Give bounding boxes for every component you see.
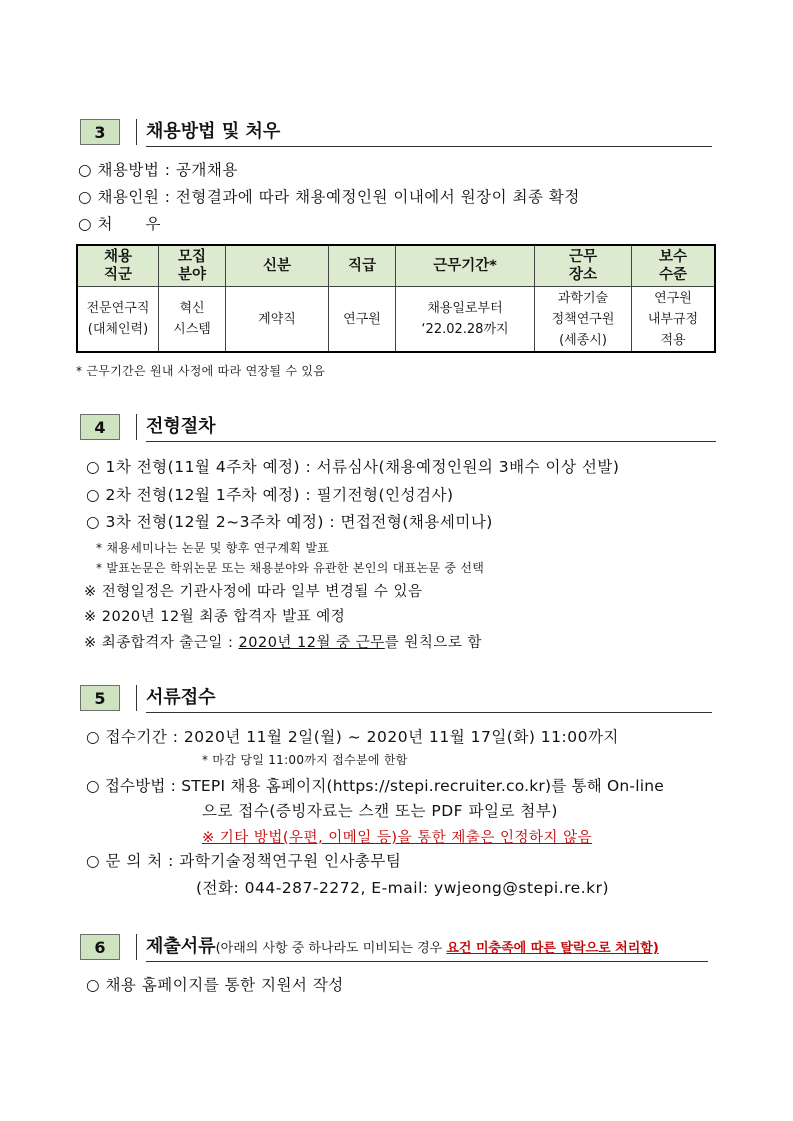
s3-footnote: * 근무기간은 원내 사정에 따라 연장될 수 있음 [76,364,326,378]
s5-period: ○ 접수기간 : 2020년 11월 2일(월) ~ 2020년 11월 17일(화) 11:00까지 [86,728,619,746]
section-4-underline [146,441,716,442]
section-5-underline [146,712,712,713]
s3-item-3: ○ 처 우 [78,215,161,233]
td-salary: 연구원 내부규정 적용 [632,287,716,353]
s4-remark-3 [84,631,482,652]
section-5-number: 5 [80,685,120,711]
s3-item-1: ○ 채용방법 : 공개채용 [78,161,238,179]
s4-note-2: * 발표논문은 학위논문 또는 채용분야와 유관한 본인의 대표논문 중 선택 [96,561,485,575]
th-location: 근무 장소 [535,245,632,287]
section-3-underline [146,146,712,147]
section-6-title-note: (아래의 사항 중 하나라도 미비되는 경우 [215,941,447,956]
section-6-divider [136,934,137,960]
th-period: 근무기간* [396,245,535,287]
section-6-title-note-red: 요건 미충족에 따른 탈락으로 처리함) [446,941,659,956]
section-5-title: 서류접수 [146,687,216,708]
section-4-title: 전형절차 [146,416,216,437]
section-6-number: 6 [80,934,120,960]
s5-contact-2: (전화: 044-287-2272, E-mail: ywjeong@stepi.re.kr) [196,879,610,897]
td-status: 계약직 [226,287,329,353]
td-field: 혁신 시스템 [159,287,226,353]
section-6-title [146,934,659,962]
s4-remark-3-underlined: 2020년 12월 중 근무 [238,635,385,651]
section-3-title: 채용방법 및 처우 [146,121,281,142]
s4-remark-3-pre: ※ 최종합격자 출근일 : [84,635,239,651]
s5-method-1: ○ 접수방법 : STEPI 채용 홈페이지(https://stepi.recruiter.co.kr)를 통해 On-line [86,777,664,795]
section-6-title-text: 제출서류 [146,936,216,957]
th-rank: 직급 [329,245,396,287]
s5-method-warning: ※ 기타 방법(우편, 이메일 등)을 통한 제출은 인정하지 않음 [202,830,593,846]
s5-method-2: 으로 접수(증빙자료는 스캔 또는 PDF 파일로 첨부) [202,802,558,820]
td-rank: 연구원 [329,287,396,353]
s4-remark-1: ※ 전형일정은 기관사정에 따라 일부 변경될 수 있음 [84,584,423,600]
s5-contact-1: ○ 문 의 처 : 과학기술정책연구원 인사총무팀 [86,852,402,870]
s6-item: ○ 채용 홈페이지를 통한 지원서 작성 [86,976,344,994]
section-4-divider [136,414,137,440]
s4-remark-2: ※ 2020년 12월 최종 합격자 발표 예정 [84,609,346,625]
td-location: 과학기술 정책연구원 (세종시) [535,287,632,353]
th-job-group: 채용 직군 [77,245,159,287]
td-job-group: 전문연구직 (대체인력) [77,287,159,353]
s4-note-1: * 채용세미나는 논문 및 향후 연구계획 발표 [96,541,330,555]
section-3-number: 3 [80,119,120,145]
section-5-divider [136,685,137,711]
s4-remark-3-post: 를 원칙으로 함 [384,635,483,651]
s3-item-2: ○ 채용인원 : 전형결과에 따라 채용예정인원 이내에서 원장이 최종 확정 [78,188,580,206]
th-status: 신분 [226,245,329,287]
s4-item-3: ○ 3차 전형(12월 2~3주차 예정) : 면접전형(채용세미나) [86,513,493,531]
section-6-underline [146,961,708,962]
section-3-divider [136,119,137,145]
s5-period-note: * 마감 당일 11:00까지 접수분에 한함 [202,753,408,767]
conditions-table [76,244,716,353]
s4-item-2: ○ 2차 전형(12월 1주차 예정) : 필기전형(인성검사) [86,486,454,504]
td-period: 채용일로부터 ‘22.02.28까지 [396,287,535,353]
s4-item-1: ○ 1차 전형(11월 4주차 예정) : 서류심사(채용예정인원의 3배수 이상 선발) [86,458,620,476]
section-4-number: 4 [80,414,120,440]
th-salary: 보수 수준 [632,245,716,287]
th-field: 모집 분야 [159,245,226,287]
